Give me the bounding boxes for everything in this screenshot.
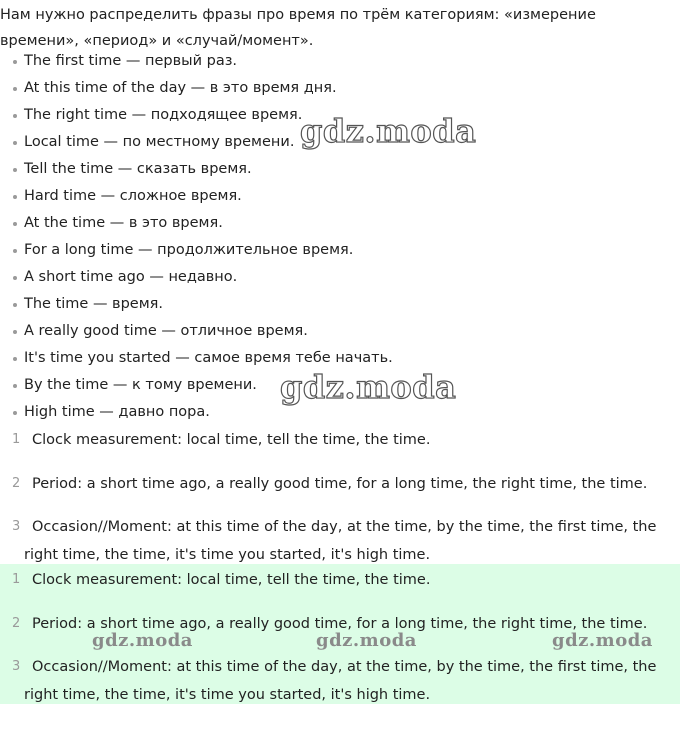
list-item: High time — давно пора.	[0, 399, 393, 426]
list-item: A short time ago — недавно.	[0, 264, 393, 291]
bullet-icon	[13, 384, 17, 388]
answer-number: 1	[12, 432, 21, 447]
list-item: Tell the time — сказать время.	[0, 156, 393, 183]
bullet-icon	[13, 114, 17, 118]
answer-text: Occasion//Moment: at this time of the day, at the time, by the time, the first time, the	[32, 519, 657, 535]
answer-text: Period: a short time ago, a really good time, for a long time, the right time, the time.	[32, 616, 648, 632]
watermark-logo: gdz.moda	[92, 630, 193, 651]
answer-number: 3	[12, 659, 21, 674]
bullet-icon	[13, 330, 17, 334]
list-item: At this time of the day — в это время дня.	[0, 75, 393, 102]
list-item: The time — время.	[0, 291, 393, 318]
answer-text: Clock measurement: local time, tell the time, the time.	[32, 572, 431, 588]
list-item: Hard time — сложное время.	[0, 183, 393, 210]
answer-text: Occasion//Moment: at this time of the day, at the time, by the time, the first time, the	[32, 659, 657, 675]
watermark-logo: gdz.moda	[280, 368, 457, 406]
answer-number: 2	[12, 616, 21, 631]
bullet-icon	[13, 222, 17, 226]
bullet-icon	[13, 249, 17, 253]
answer-item-clock	[0, 566, 680, 594]
answer-item-clock	[0, 426, 680, 454]
answer-item-occasion	[0, 513, 680, 569]
answer-item-occasion	[0, 653, 680, 709]
list-item: By the time — к тому времени.	[0, 372, 393, 399]
bullet-icon	[13, 276, 17, 280]
bullet-icon	[13, 87, 17, 91]
list-item: For a long time — продолжительное время.	[0, 237, 393, 264]
list-item: The first time — первый раз.	[0, 48, 393, 75]
list-item: A really good time — отличное время.	[0, 318, 393, 345]
answer-text: Clock measurement: local time, tell the time, the time.	[32, 432, 431, 448]
answer-text-continued: right time, the time, it's time you started, it's high time.	[24, 547, 431, 563]
answer-number: 3	[12, 519, 21, 534]
intro-text: Нам нужно распределить фразы про время по трём категориям: «измерение времени», «период» и «случай/момент».	[0, 7, 596, 49]
list-item: It's time you started — самое время тебе начать.	[0, 345, 393, 372]
list-item: At the time — в это время.	[0, 210, 393, 237]
bullet-icon	[13, 168, 17, 172]
bullet-icon	[13, 357, 17, 361]
bullet-icon	[13, 60, 17, 64]
answer-number: 1	[12, 572, 21, 587]
bullet-icon	[13, 141, 17, 145]
bullet-icon	[13, 195, 17, 199]
answer-text-continued: right time, the time, it's time you started, it's high time.	[24, 687, 431, 703]
answer-text: Period: a short time ago, a really good time, for a long time, the right time, the time.	[32, 476, 648, 492]
answer-number: 2	[12, 476, 21, 491]
watermark-logo: gdz.moda	[300, 112, 477, 150]
answer-item-period	[0, 470, 680, 498]
watermark-logo: gdz.moda	[316, 630, 417, 651]
list-item: Local time — по местному времени.	[0, 129, 393, 156]
bullet-icon	[13, 303, 17, 307]
watermark-logo: gdz.moda	[552, 630, 653, 651]
list-item: The right time — подходящее время.	[0, 102, 393, 129]
bullet-icon	[13, 411, 17, 415]
